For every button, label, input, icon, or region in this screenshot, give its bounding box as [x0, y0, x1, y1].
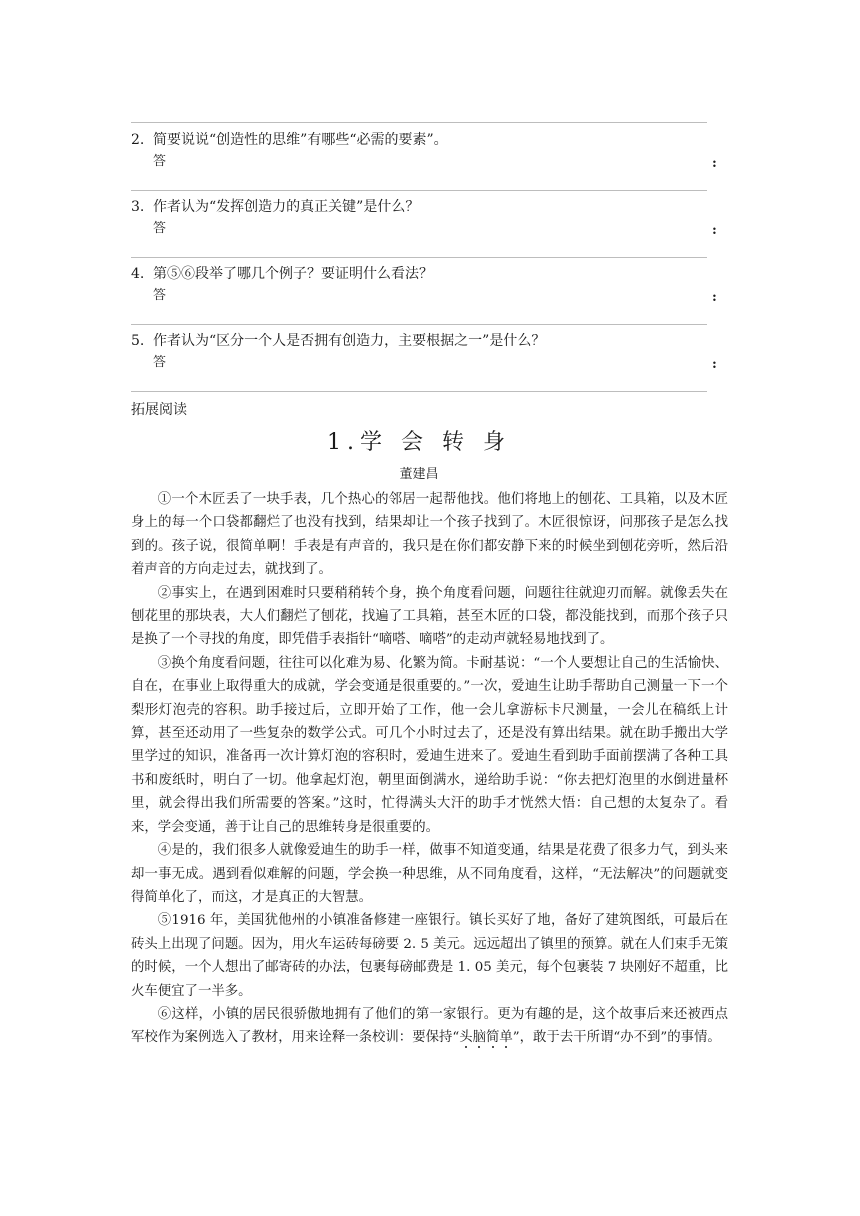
- answer-label: 答: [153, 221, 167, 236]
- question-number: 3.: [131, 199, 145, 215]
- question-3: [131, 197, 419, 217]
- divider: [131, 122, 707, 123]
- article-paragraph-4: ④是的，我们很多人就像爱迪生的助手一样，做事不知道变通，结果是花费了很多力气，到头来却一事无成。遇到看似难解的问题，学会换一种思维，从不同角度看，这样，“无法解决”的问题就变得简单化了，而这，才是真正的大智慧。: [131, 843, 728, 905]
- answer-label: 答: [153, 154, 167, 169]
- divider: [131, 190, 707, 191]
- article-paragraph-2: ②事实上，在遇到困难时只要稍稍转个身，换个角度看问题，问题往往就迎刃而解。就像丢失在刨花里的那块表，大人们翻烂了刨花，找遍了工具箱，甚至木匠的口袋，都没能找到，而那个孩子只是换了一个寻找的角度，即凭借手表指针“嘀嗒、嘀嗒”的走动声就轻易地找到了。: [131, 585, 728, 648]
- answer-colon: :: [712, 290, 717, 305]
- divider: [131, 391, 707, 392]
- question-4: [131, 264, 433, 284]
- article-author: 董建昌: [399, 467, 439, 482]
- question-number: 2.: [131, 132, 145, 148]
- article-body: [131, 488, 728, 1050]
- divider: [131, 324, 707, 325]
- article-paragraph-5: ⑤1916 年，美国犹他州的小镇准备修建一座银行。镇长买好了地，备好了建筑图纸，可最后在砖头上出现了问题。因为，用火车运砖每磅要 2. 5 美元。远远超出了镇里的预算。就在人们束手无策的时候，一个人想出了邮寄砖的办法，包裹每磅邮费是 1. 05 美元，每个包裹装 7 块刚好不超重，比火车便宜了一半多。: [131, 913, 728, 999]
- question-text: 作者认为“发挥创造力的真正关键”是什么？: [153, 199, 420, 215]
- question-text: 简要说说“创造性的思维”有哪些“必需的要素”。: [153, 132, 448, 148]
- divider: [131, 257, 707, 258]
- emphasis-char: 头: [459, 1030, 473, 1046]
- section-label: 拓展阅读: [131, 402, 187, 418]
- question-text: 第⑤⑥段举了哪几个例子？要证明什么看法？: [153, 266, 433, 282]
- article-paragraph-1: ①一个木匠丢了一块手表，几个热心的邻居一起帮他找。他们将地上的刨花、工具箱，以及木匠身上的每一个口袋都翻烂了也没有找到，结果却让一个孩子找到了。木匠很惊讶，问那孩子是怎么找到的。孩子说，很简单啊！手表是有声音的，我只是在你们都安静下来的时候坐到刨花旁听，然后沿着声音的方向走过去，就找到了。: [131, 492, 728, 578]
- answer-colon: :: [712, 357, 717, 372]
- question-text: 作者认为“区分一个人是否拥有创造力，主要根据之一”是什么？: [153, 333, 546, 349]
- article-paragraph-6: ⑥这样，小镇的居民很骄傲地拥有了他们的第一家银行。更为有趣的是，这个故事后来还被西点军校作为案例选入了教材，用来诠释一条校训：要保持“头脑简单”，敢于去干所谓“办不到”的事情。: [131, 1006, 728, 1046]
- answer-label: 答: [153, 355, 167, 370]
- answer-colon: :: [712, 156, 717, 171]
- article-paragraph-3: ③换个角度看问题，往往可以化难为易、化繁为简。卡耐基说：“一个人要想让自己的生活愉快、自在，在事业上取得重大的成就，学会变通是很重要的。”一次，爱迪生让助手帮助自己测量一下一个梨形灯泡壳的容积。助手接过后，立即开始了工作，他一会儿拿游标卡尺测量，一会儿在稿纸上计算，甚至还动用了一些复杂的数学公式。可几个小时过去了，还是没有算出结果。就在助手搬出大学里学过的知识，准备再一次计算灯泡的容积时，爱迪生进来了。爱迪生看到助手面前摆满了各种工具书和废纸时，明白了一切。他拿起灯泡，朝里面倒满水，递给助手说：“你去把灯泡里的水倒进量杯里，就会得出我们所需要的答案。”这时，忙得满头大汗的助手才恍然大悟：自己想的太复杂了。看来，学会变通，善于让自己的思维转身是很重要的。: [131, 655, 728, 835]
- question-2: [131, 130, 448, 150]
- emphasis-char: 简: [486, 1030, 500, 1046]
- question-5: [131, 331, 545, 351]
- question-number: 5.: [131, 333, 145, 349]
- article-title: 1.学 会 转 身: [327, 430, 511, 455]
- emphasis-char: 脑: [472, 1030, 487, 1046]
- emphasis-char: 单: [499, 1030, 513, 1046]
- answer-colon: :: [712, 223, 717, 238]
- question-number: 4.: [131, 266, 145, 282]
- answer-label: 答: [153, 288, 167, 303]
